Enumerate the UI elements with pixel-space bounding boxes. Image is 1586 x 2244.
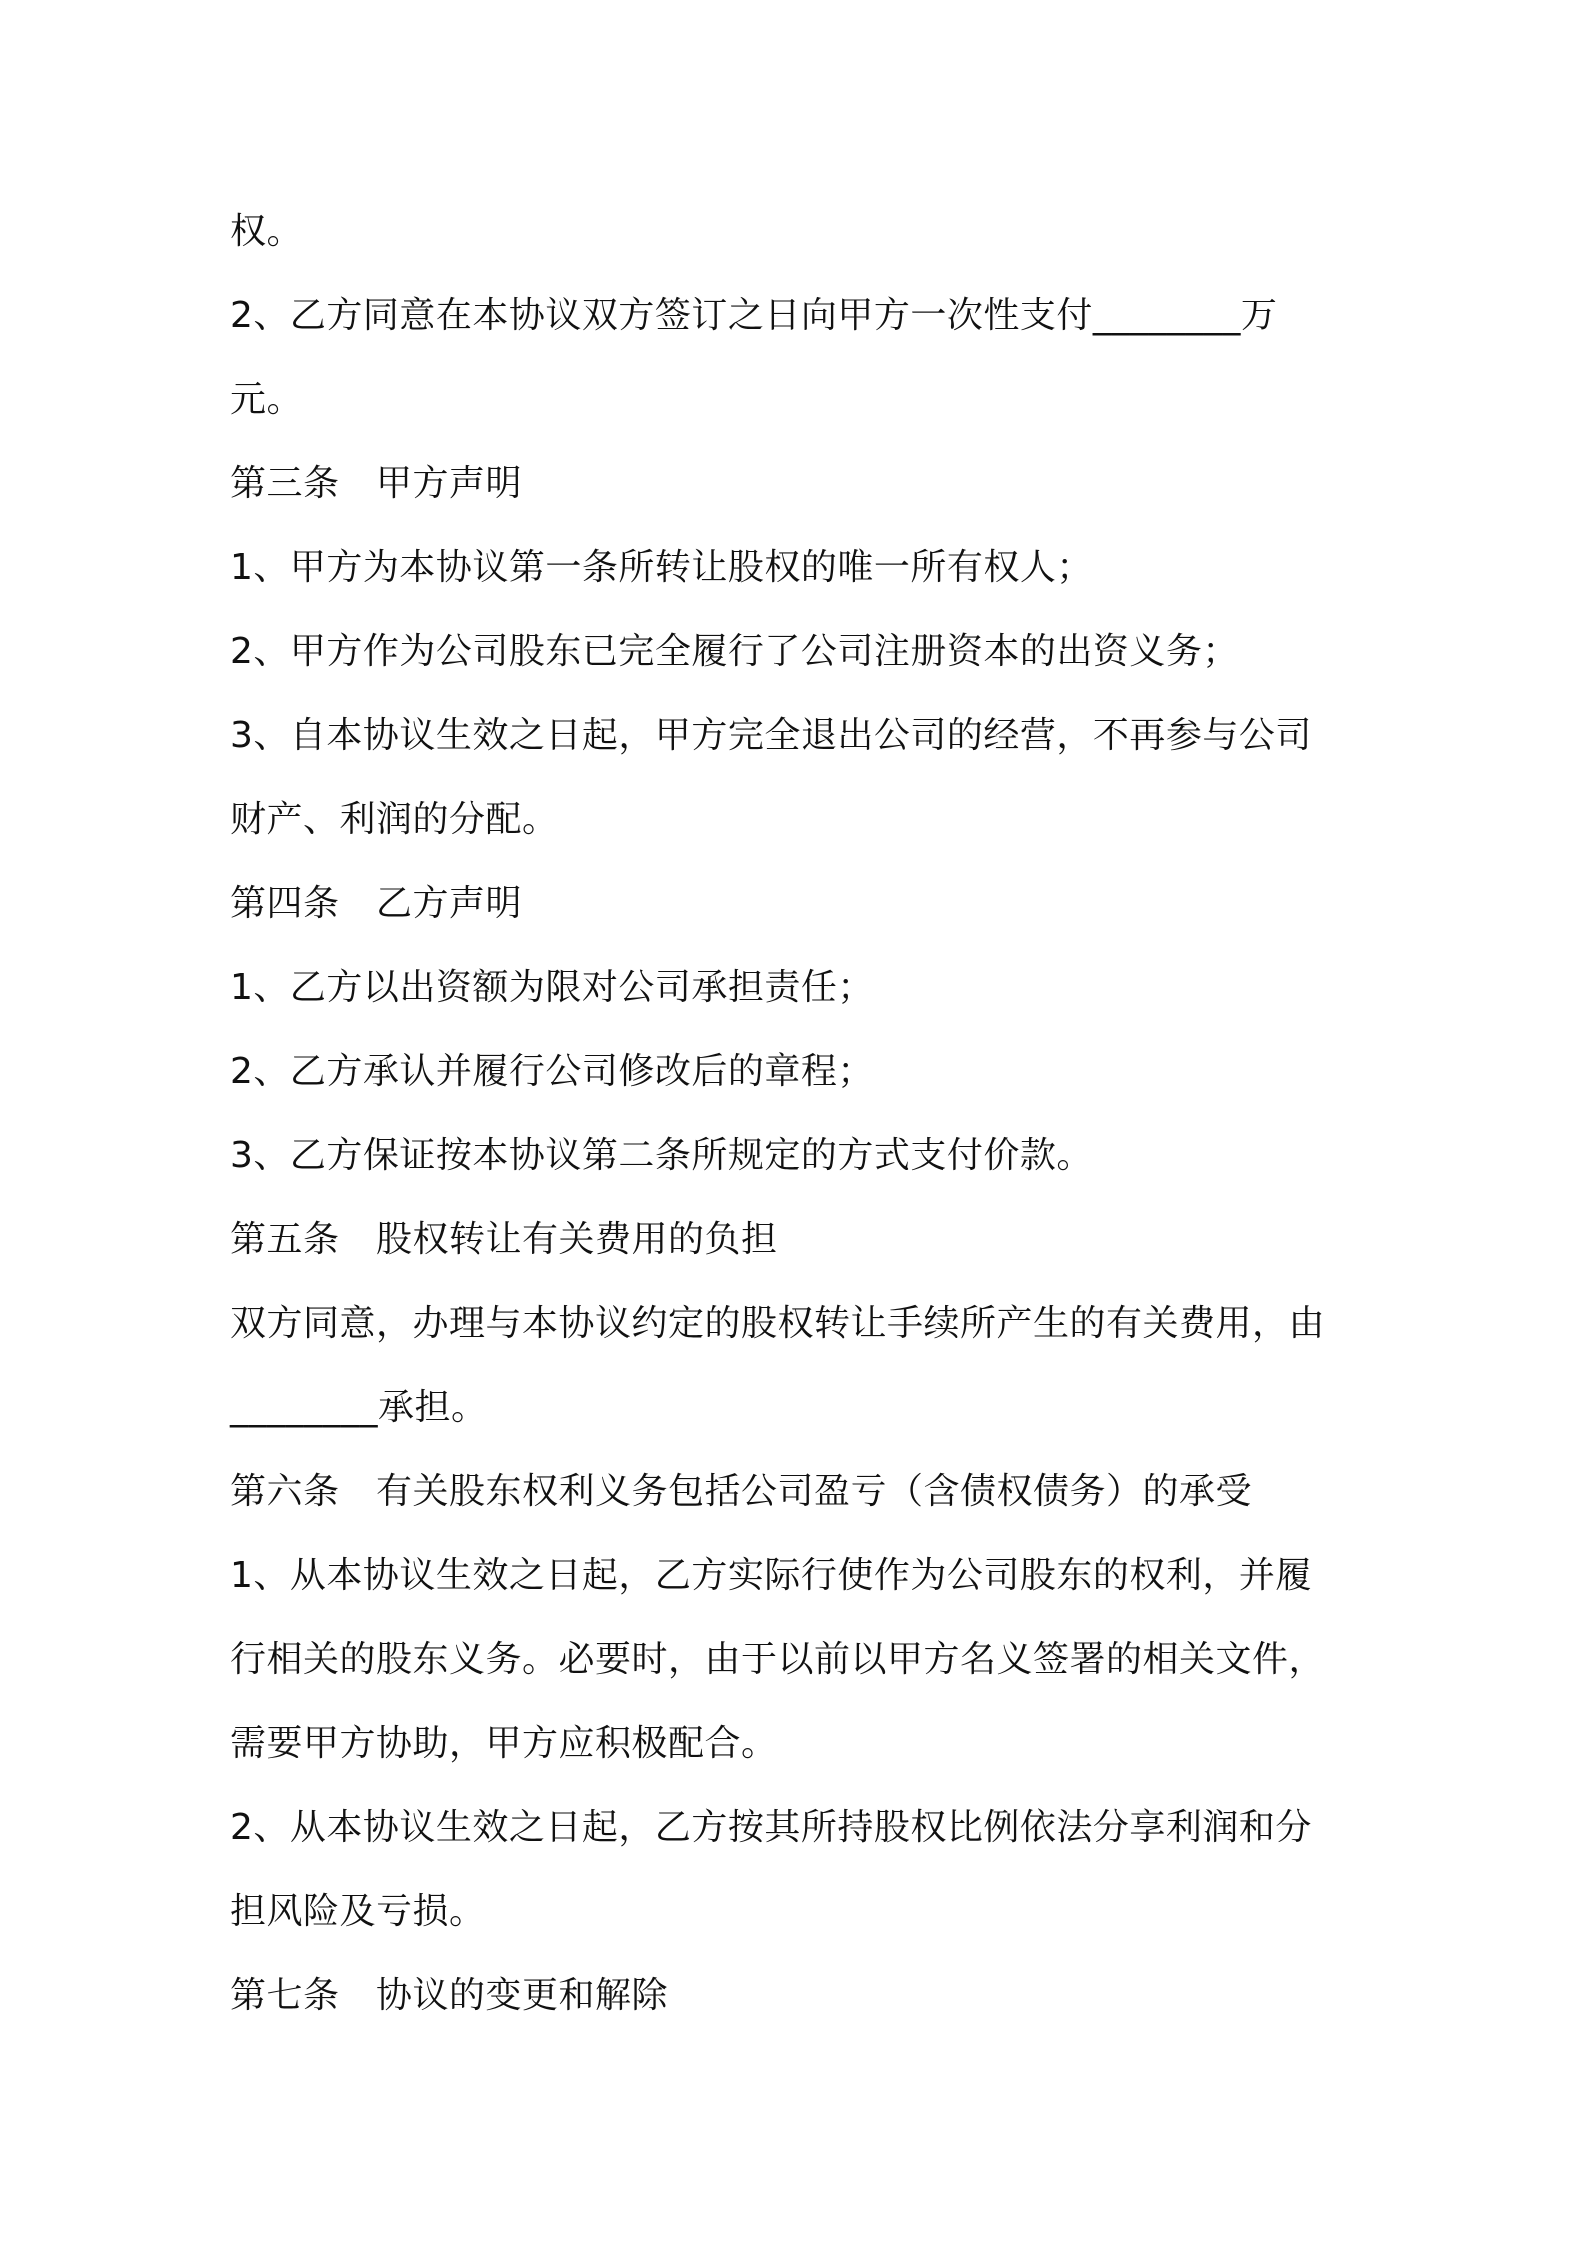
text-line: 1、乙方以出资额为限对公司承担责任； (230, 967, 874, 1008)
text-line: 双方同意，办理与本协议约定的股权转让手续所产生的有关费用，由 (230, 1303, 1326, 1344)
text-line: 权。 (230, 211, 304, 252)
text-line: 需要甲方协助，甲方应积极配合。 (230, 1723, 778, 1764)
text-line: 3、自本协议生效之日起，甲方完全退出公司的经营，不再参与公司 (230, 715, 1312, 756)
text-line: 1、从本协议生效之日起，乙方实际行使作为公司股东的权利，并履 (230, 1555, 1312, 1596)
document-body (230, 190, 1380, 2038)
section-heading: 第三条 甲方声明 (230, 463, 523, 504)
text-line: 元。 (230, 379, 304, 420)
text-line: 财产、利润的分配。 (230, 799, 559, 840)
section-heading: 第七条 协议的变更和解除 (230, 1975, 669, 2016)
text-line: 3、乙方保证按本协议第二条所规定的方式支付价款。 (230, 1135, 1093, 1176)
text-line: 1、甲方为本协议第一条所转让股权的唯一所有权人； (230, 547, 1093, 588)
section-heading: 第五条 股权转让有关费用的负担 (230, 1219, 778, 1260)
text-line: 2、乙方同意在本协议双方签订之日向甲方一次性支付________万 (230, 295, 1278, 336)
text-line: 2、乙方承认并履行公司修改后的章程； (230, 1051, 874, 1092)
text-line: 2、从本协议生效之日起，乙方按其所持股权比例依法分享利润和分 (230, 1807, 1312, 1848)
text-line: 2、甲方作为公司股东已完全履行了公司注册资本的出资义务； (230, 631, 1239, 672)
text-line: 担风险及亏损。 (230, 1891, 486, 1932)
section-heading: 第六条 有关股东权利义务包括公司盈亏（含债权债务）的承受 (230, 1471, 1253, 1512)
text-line: 行相关的股东义务。必要时，由于以前以甲方名义签署的相关文件， (230, 1639, 1326, 1680)
section-heading: 第四条 乙方声明 (230, 883, 523, 924)
text-line: ________承担。 (230, 1387, 488, 1428)
